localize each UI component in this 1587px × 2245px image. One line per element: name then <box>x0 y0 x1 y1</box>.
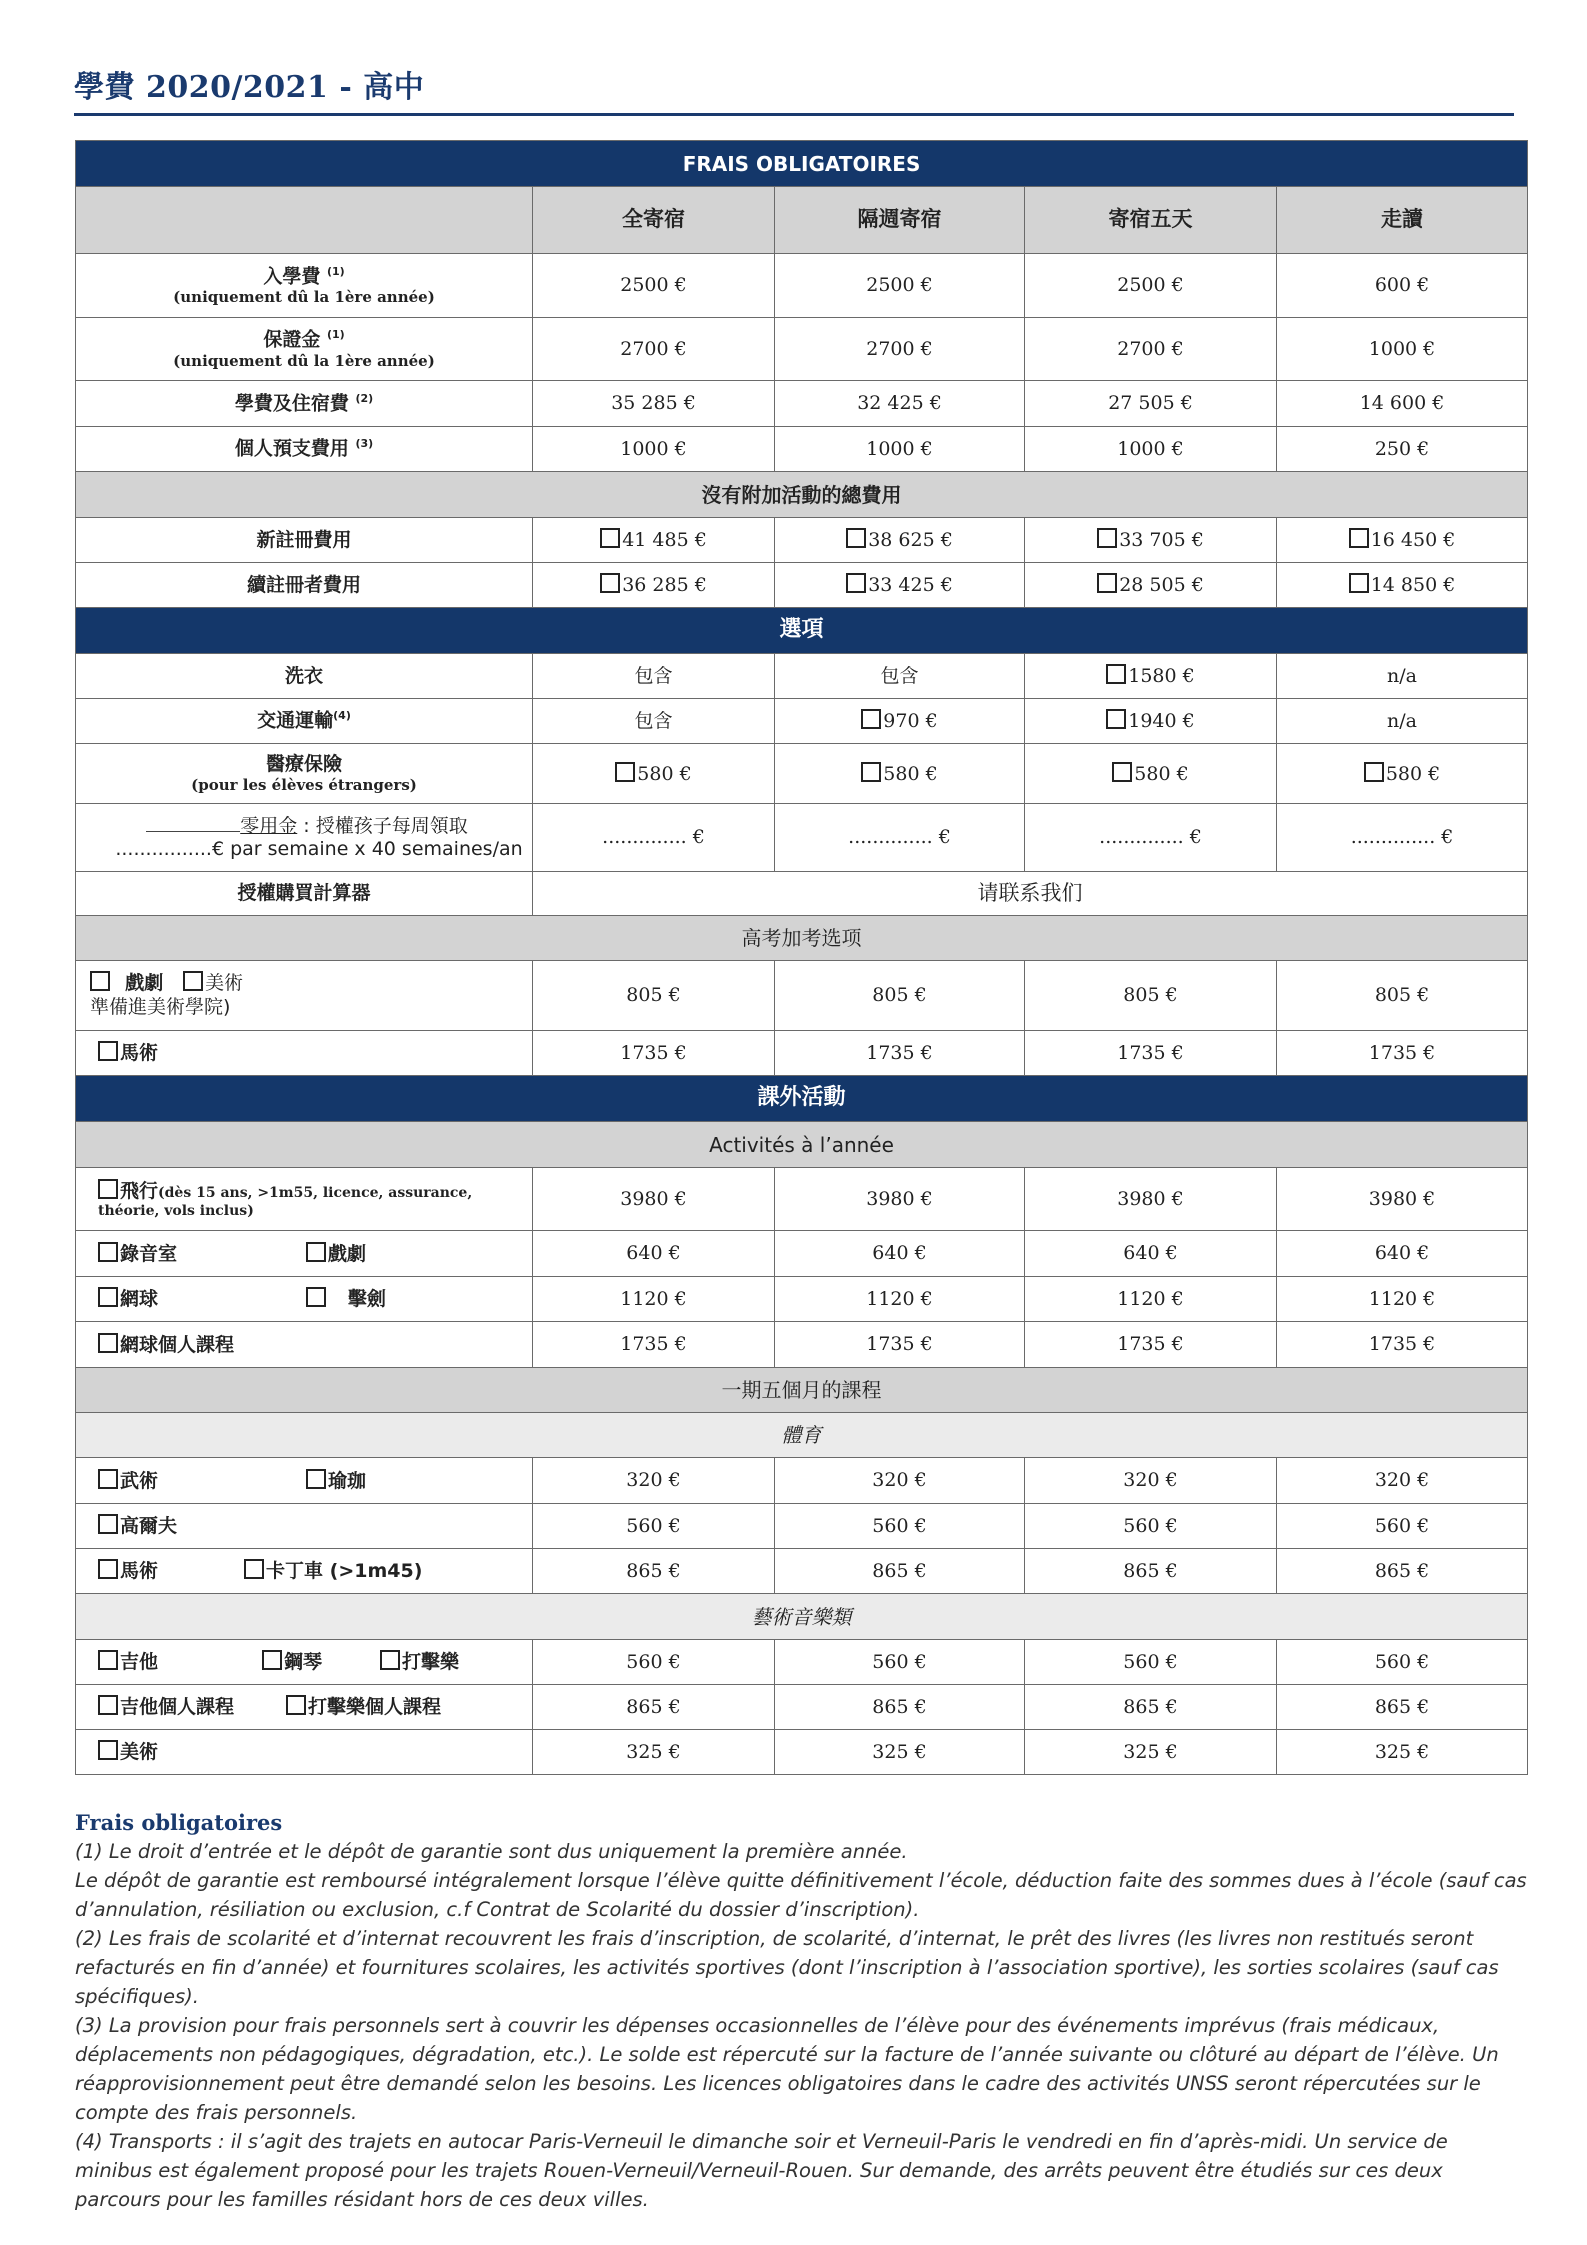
checkbox-icon[interactable] <box>306 1287 326 1307</box>
pocket-money-label: 零用金 : 授權孩子每周領取 ................€ par semaine x 40 semaines/an <box>76 804 533 872</box>
insurance-checkbox[interactable]: 580 € <box>533 744 775 804</box>
table-row: 保證金 $^{(1)}$ (uniquement dû la 1ère année) 2700 € 2700 € 2700 € 1000 € <box>76 318 1528 381</box>
table-row: 武術 瑜珈 320 € 320 € 320 € 320 € <box>76 1458 1528 1504</box>
checkbox-icon[interactable] <box>600 528 620 548</box>
checkbox-icon[interactable] <box>846 528 866 548</box>
checkbox-icon[interactable] <box>98 1740 118 1760</box>
checkbox-icon[interactable] <box>1112 762 1132 782</box>
table-row: 洗衣 包含 包含 1580 € n/a <box>76 654 1528 699</box>
table-row: 醫療保險 (pour les élèves étrangers) 580 € 580 € 580 € 580 € <box>76 744 1528 804</box>
insurance-checkbox[interactable]: 580 € <box>1277 744 1528 804</box>
section-header-total: 沒有附加活動的總費用 <box>76 472 1528 518</box>
row-label-entry: 入學費 $^{(1)}$ (uniquement dû la 1ère année) <box>76 254 533 318</box>
table-row: 交通運輸$^{(4)}$ 包含 970 € 1940 € n/a <box>76 699 1528 744</box>
table-row: 個人預支費用 $^{(3)}$ 1000 € 1000 € 1000 € 250 € <box>76 427 1528 472</box>
total-renew-checkbox[interactable]: 14 850 € <box>1277 563 1528 608</box>
section-header-five-month: 一期五個月的課程 <box>76 1368 1528 1413</box>
checkbox-icon[interactable] <box>98 1179 118 1199</box>
transport-checkbox[interactable]: 970 € <box>775 699 1025 744</box>
row-label-tuition: 學費及住宿費 $^{(2)}$ <box>76 381 533 427</box>
footnote: (2) Les frais de scolarité et d’internat recouvrent les frais d’inscription, de scolarité, d’internat, le prêt des livres (les livres non restitués seront refacturés en fin d’année) et fournitures scolaires, les activités sportives (dont l’inscription à l’association sportive), les sorties scolaires (sauf cas spécifiques). <box>75 1927 1499 2008</box>
pocket-money-input[interactable]: .............. € <box>1025 804 1277 872</box>
col-header-five-day: 寄宿五天 <box>1025 187 1277 254</box>
table-row: 馬術 1735 € 1735 € 1735 € 1735 € <box>76 1031 1528 1076</box>
table-row: 戲劇 美術 準備進美術學院) 805 € 805 € 805 € 805 € <box>76 961 1528 1031</box>
checkbox-icon[interactable] <box>98 1469 118 1489</box>
checkbox-icon[interactable] <box>1349 528 1369 548</box>
pocket-money-input[interactable]: .............. € <box>775 804 1025 872</box>
table-row: 網球 擊劍 1120 € 1120 € 1120 € 1120 € <box>76 1277 1528 1322</box>
checkbox-icon[interactable] <box>1106 709 1126 729</box>
checkbox-icon[interactable] <box>306 1242 326 1262</box>
checkbox-icon[interactable] <box>861 709 881 729</box>
checkbox-icon[interactable] <box>98 1287 118 1307</box>
table-row <box>76 804 1528 872</box>
checkbox-icon[interactable] <box>183 971 203 991</box>
row-label-personal: 個人預支費用 $^{(3)}$ <box>76 427 533 472</box>
section-header-year: Activités à l’année <box>76 1122 1528 1168</box>
checkbox-icon[interactable] <box>306 1469 326 1489</box>
checkbox-icon[interactable] <box>600 573 620 593</box>
total-renew-checkbox[interactable]: 28 505 € <box>1025 563 1277 608</box>
footnote: Le dépôt de garantie est remboursé intégralement lorsque l’élève quitte définitivement l’école, déduction faite des sommes dues à l’école (sauf cas d’annulation, résiliation ou exclusion, c.f Contrat de Scolarité du dossier d’inscription). <box>75 1869 1527 1921</box>
checkbox-icon[interactable] <box>1097 573 1117 593</box>
checkbox-icon[interactable] <box>98 1041 118 1061</box>
table-row: 錄音室 戲劇 640 € 640 € 640 € 640 € <box>76 1231 1528 1277</box>
row-label-deposit: 保證金 $^{(1)}$ (uniquement dû la 1ère année) <box>76 318 533 381</box>
table-row: 網球個人課程 1735 € 1735 € 1735 € 1735 € <box>76 1322 1528 1368</box>
table-row: 飛行(dès 15 ans, >1m55, licence, assurance, théorie, vols inclus) 3980 € 3980 € 3980 € 3980 € <box>76 1168 1528 1231</box>
footnote: (4) Transports : il s’agit des trajets en autocar Paris-Verneuil le dimanche soir et Verneuil-Paris le vendredi en fin d’après-midi. Un service de minibus est également proposé pour les trajets Rouen-Verneuil/Verneuil-Rouen. Sur demande, des arrêts peuvent être étudiés sur ces deux parcours pour les familles résidant hors de ces deux villes. <box>75 2130 1448 2211</box>
checkbox-icon[interactable] <box>98 1559 118 1579</box>
checkbox-icon[interactable] <box>286 1695 306 1715</box>
banner-mandatory: FRAIS OBLIGATOIRES <box>76 141 1528 187</box>
checkbox-icon[interactable] <box>1097 528 1117 548</box>
col-header-full-boarding: 全寄宿 <box>533 187 775 254</box>
insurance-checkbox[interactable]: 580 € <box>775 744 1025 804</box>
footnote: (3) La provision pour frais personnels sert à couvrir les dépenses occasionnelles de l’élève pour des événements imprévus (frais médicaux, déplacements non pédagogiques, dégradation, etc.). Le solde est répercuté sur la facture de l’année suivante ou clôturé au départ de l’élève. Un réapprovisionnement peut être demandé selon les besoins. Les licences obligatoires dans le cadre des activités UNSS seront répercutées sur le compte des frais personnels. <box>75 2014 1499 2124</box>
section-header-bac: 高考加考选项 <box>76 916 1528 961</box>
table-row: 吉他個人課程 打擊樂個人課程 865 € 865 € 865 € 865 € <box>76 1685 1528 1730</box>
checkbox-icon[interactable] <box>1364 762 1384 782</box>
total-renew-checkbox[interactable]: 36 285 € <box>533 563 775 608</box>
col-header-day-student: 走讀 <box>1277 187 1528 254</box>
col-header-alternate-week: 隔週寄宿 <box>775 187 1025 254</box>
table-row: 新註冊費用 41 485 € 38 625 € 33 705 € 16 450 € <box>76 518 1528 563</box>
total-new-checkbox[interactable]: 33 705 € <box>1025 518 1277 563</box>
table-row: 高爾夫 560 € 560 € 560 € 560 € <box>76 1504 1528 1549</box>
transport-checkbox[interactable]: 1940 € <box>1025 699 1277 744</box>
table-row: 續註冊者費用 36 285 € 33 425 € 28 505 € 14 850 € <box>76 563 1528 608</box>
banner-options: 選項 <box>76 608 1528 654</box>
checkbox-icon[interactable] <box>98 1650 118 1670</box>
total-new-checkbox[interactable]: 16 450 € <box>1277 518 1528 563</box>
checkbox-icon[interactable] <box>262 1650 282 1670</box>
subsection-header-sport: 體育 <box>76 1413 1528 1458</box>
checkbox-icon[interactable] <box>380 1650 400 1670</box>
footnotes-heading: Frais obligatoires <box>75 1810 283 1835</box>
checkbox-icon[interactable] <box>98 1242 118 1262</box>
table-row: 入學費 $^{(1)}$ (uniquement dû la 1ère année) 2500 € 2500 € 2500 € 600 € <box>76 254 1528 318</box>
total-renew-checkbox[interactable]: 33 425 € <box>775 563 1025 608</box>
checkbox-icon[interactable] <box>1349 573 1369 593</box>
checkbox-icon[interactable] <box>90 971 110 991</box>
table-row: 馬術 卡丁車 (>1m45) 865 € 865 € 865 € 865 € <box>76 1549 1528 1594</box>
checkbox-icon[interactable] <box>98 1695 118 1715</box>
banner-extracurricular: 課外活動 <box>76 1076 1528 1122</box>
checkbox-icon[interactable] <box>861 762 881 782</box>
table-row: 美術 325 € 325 € 325 € 325 € <box>76 1730 1528 1775</box>
page-title: 學費 2020/2021 - 高中 <box>74 70 425 105</box>
laundry-checkbox[interactable]: 1580 € <box>1025 654 1277 699</box>
checkbox-icon[interactable] <box>615 762 635 782</box>
fee-table <box>75 140 1528 1775</box>
table-row: 吉他 鋼琴 打擊樂 560 € 560 € 560 € 560 € <box>76 1640 1528 1685</box>
total-new-checkbox[interactable]: 41 485 € <box>533 518 775 563</box>
title-divider <box>74 113 1514 116</box>
pocket-money-input[interactable]: .............. € <box>533 804 775 872</box>
table-row: 授權購買計算器 请联系我们 <box>76 872 1528 916</box>
checkbox-icon[interactable] <box>846 573 866 593</box>
total-new-checkbox[interactable]: 38 625 € <box>775 518 1025 563</box>
table-row: 學費及住宿費 $^{(2)}$ 35 285 € 32 425 € 27 505 € 14 600 € <box>76 381 1528 427</box>
insurance-checkbox[interactable]: 580 € <box>1025 744 1277 804</box>
footnote: (1) Le droit d’entrée et le dépôt de garantie sont dus uniquement la première année. <box>75 1840 908 1863</box>
checkbox-icon[interactable] <box>244 1559 264 1579</box>
column-header-row <box>76 187 1528 254</box>
checkbox-icon[interactable] <box>1106 664 1126 684</box>
checkbox-icon[interactable] <box>98 1333 118 1353</box>
subsection-header-arts: 藝術音樂類 <box>76 1594 1528 1640</box>
footnotes <box>75 1808 1527 2214</box>
pocket-money-input[interactable]: .............. € <box>1277 804 1528 872</box>
checkbox-icon[interactable] <box>98 1514 118 1534</box>
